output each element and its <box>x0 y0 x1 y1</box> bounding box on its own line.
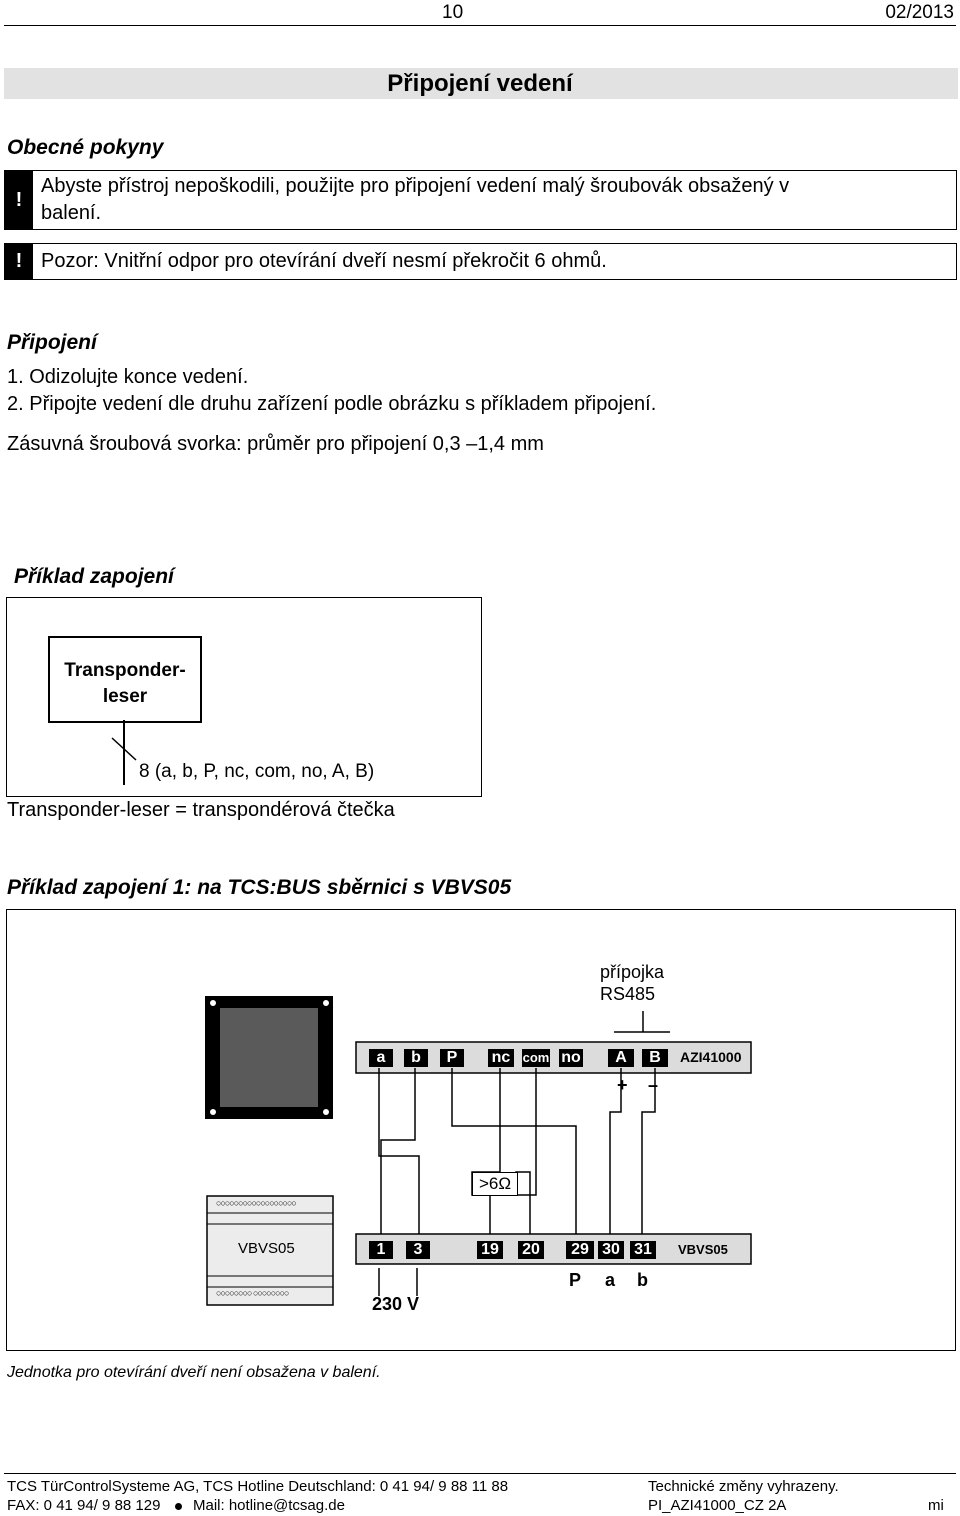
bus-a-label: a <box>605 1270 616 1290</box>
terminal-1: 1 <box>369 1241 393 1259</box>
warning-icon: ! <box>5 244 33 279</box>
notice-text: Pozor: Vnitřní odpor pro otevírání dveří nesmí překročit 6 ohmů. <box>41 250 607 272</box>
terminal-30: 30 <box>598 1241 624 1259</box>
azi-model-label: AZI41000 <box>680 1049 742 1065</box>
document-date: 02/2013 <box>885 2 954 23</box>
door-opener-note: Jednotka pro otevírání dveří není obsažena v balení. <box>7 1364 381 1381</box>
notice-text-line1: Abyste přístroj nepoškodili, použijte pro připojení vedení malý šroubovák obsažený v <box>41 175 790 197</box>
footer-disclaimer: Technické změny vyhrazeny. <box>648 1478 839 1495</box>
plus-label: + <box>617 1075 628 1095</box>
terminal-a: a <box>369 1049 393 1067</box>
terminal-20: 20 <box>518 1241 544 1259</box>
terminal-note: Zásuvná šroubová svorka: průměr pro připojení 0,3 –1,4 mm <box>7 433 544 455</box>
bullet-icon <box>175 1503 182 1510</box>
minus-label: – <box>648 1075 659 1095</box>
warning-icon: ! <box>5 171 33 229</box>
footer-initials: mi <box>928 1497 944 1514</box>
page-title: Připojení vedení <box>387 70 573 97</box>
screw-icon <box>323 1109 329 1115</box>
page-number: 10 <box>442 2 464 23</box>
reader-panel <box>220 1008 318 1107</box>
example1-heading: Příklad zapojení 1: na TCS:BUS sběrnici s VBVS05 <box>7 876 512 899</box>
example-heading: Příklad zapojení <box>14 565 174 588</box>
terminal-19: 19 <box>477 1241 503 1259</box>
device-label-line1: Transponder- <box>64 660 186 681</box>
footer-company: TCS TürControlSysteme AG, TCS Hotline Deutschland: 0 41 94/ 9 88 11 88 <box>7 1478 509 1495</box>
rs485-label <box>600 961 664 1005</box>
screw-icon <box>323 1000 329 1006</box>
terminal-3: 3 <box>406 1241 430 1259</box>
translation-note: Transponder-leser = transpondérová čtečka <box>7 799 395 821</box>
terminal-b: b <box>404 1049 428 1067</box>
screw-icon <box>210 1000 216 1006</box>
notice-text-line2: balení. <box>41 202 102 224</box>
general-heading: Obecné pokyny <box>7 136 164 159</box>
connector-dots-icon: ○○○○○○○○ ○○○○○○○○ <box>216 1288 289 1298</box>
footer-fax: FAX: 0 41 94/ 9 88 129 <box>7 1497 161 1514</box>
screw-icon <box>210 1109 216 1115</box>
footer-doc-id: PI_AZI41000_CZ 2A <box>648 1497 787 1514</box>
bus-p-label: P <box>569 1270 582 1290</box>
terminal-A: A <box>608 1049 634 1067</box>
terminal-P: P <box>440 1049 464 1067</box>
resistance-label: >6Ω <box>472 1172 518 1196</box>
step-2: 2. Připojte vedení dle druhu zařízení podle obrázku s příkladem připojení. <box>7 393 657 415</box>
terminal-29: 29 <box>566 1241 594 1259</box>
vbvs-module-label: VBVS05 <box>238 1240 295 1257</box>
terminal-com: com <box>522 1050 550 1065</box>
terminal-no: no <box>559 1049 583 1067</box>
voltage-label: 230 V <box>372 1294 420 1314</box>
step-1: 1. Odizolujte konce vedení. <box>7 366 249 388</box>
connection-heading: Připojení <box>7 331 97 354</box>
terminal-nc: nc <box>488 1049 514 1067</box>
rs485-label-line2: RS485 <box>600 984 656 1004</box>
footer-mail: Mail: hotline@tcsag.de <box>193 1497 345 1514</box>
rs485-label-line1: přípojka <box>600 962 665 982</box>
bus-b-label: b <box>637 1270 648 1290</box>
wire-list: 8 (a, b, P, nc, com, no, A, B) <box>139 761 375 782</box>
device-label-line2: leser <box>102 686 148 707</box>
vbvs-model-label: VBVS05 <box>678 1242 728 1257</box>
terminal-B: B <box>642 1049 668 1067</box>
connector-dots-icon: ○○○○○○○○○○○○○○○○○○ <box>216 1198 296 1208</box>
footer-rule <box>4 1473 956 1474</box>
terminal-31: 31 <box>630 1241 656 1259</box>
